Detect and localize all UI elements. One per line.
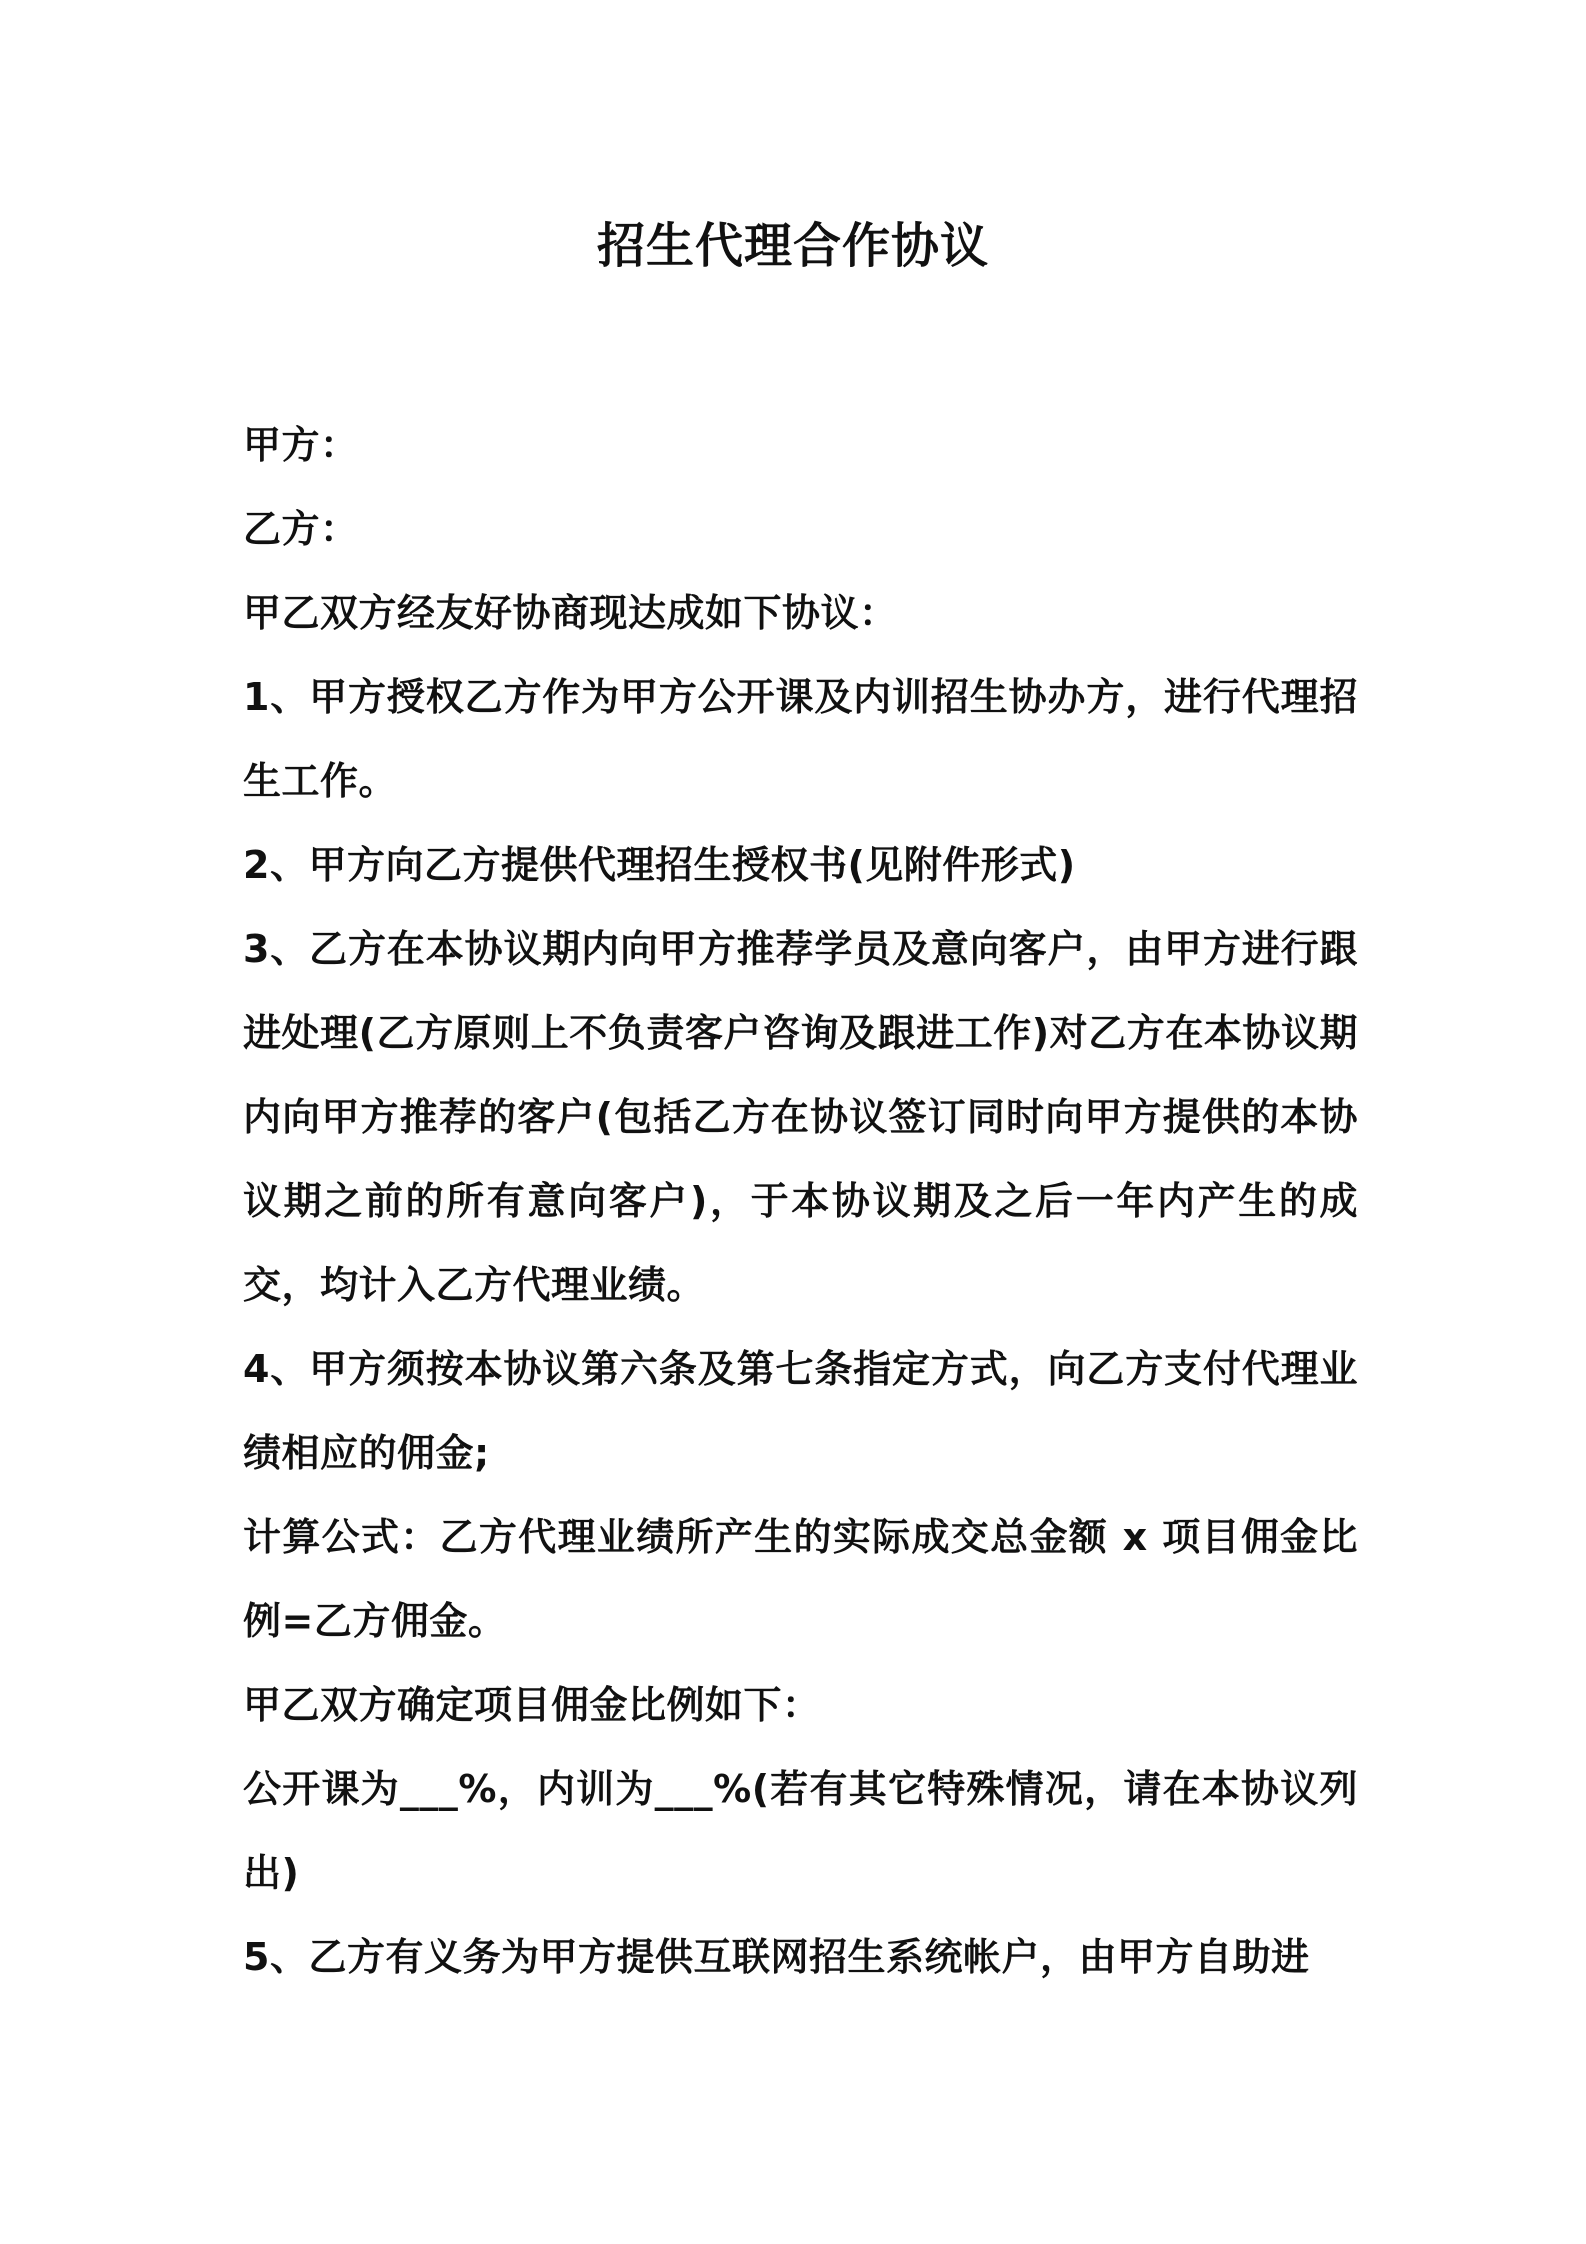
commission-ratio-intro: 甲乙双方确定项目佣金比例如下： (243, 1683, 821, 1727)
document-body (243, 403, 1358, 1999)
agreement-intro: 甲乙双方经友好协商现达成如下协议： (243, 591, 898, 635)
document-title: 招生代理合作协议 (596, 218, 989, 274)
clause-1: 1、甲方授权乙方作为甲方公开课及内训招生协办方，进行代理招生工作。 (243, 675, 1358, 803)
party-b-line: 乙方： (243, 507, 359, 551)
party-a-line: 甲方： (243, 423, 359, 467)
commission-ratio-values: 公开课为___%，内训为___%(若有其它特殊情况，请在本协议列出) (243, 1767, 1358, 1895)
commission-formula: 计算公式：乙方代理业绩所产生的实际成交总金额 x 项目佣金比例=乙方佣金。 (243, 1515, 1358, 1643)
clause-4: 4、甲方须按本协议第六条及第七条指定方式，向乙方支付代理业绩相应的佣金; (243, 1347, 1358, 1475)
clause-2: 2、甲方向乙方提供代理招生授权书(见附件形式) (243, 843, 1076, 887)
clause-5: 5、乙方有义务为甲方提供互联网招生系统帐户，由甲方自助进 (243, 1935, 1310, 1979)
clause-3: 3、乙方在本协议期内向甲方推荐学员及意向客户，由甲方进行跟进处理(乙方原则上不负责客户咨询及跟进工作)对乙方在本协议期内向甲方推荐的客户(包括乙方在协议签订同时向甲方提供的本协议期之前的所有意向客户)，于本协议期及之后一年内产生的成交，均计入乙方代理业绩。 (243, 927, 1358, 1307)
